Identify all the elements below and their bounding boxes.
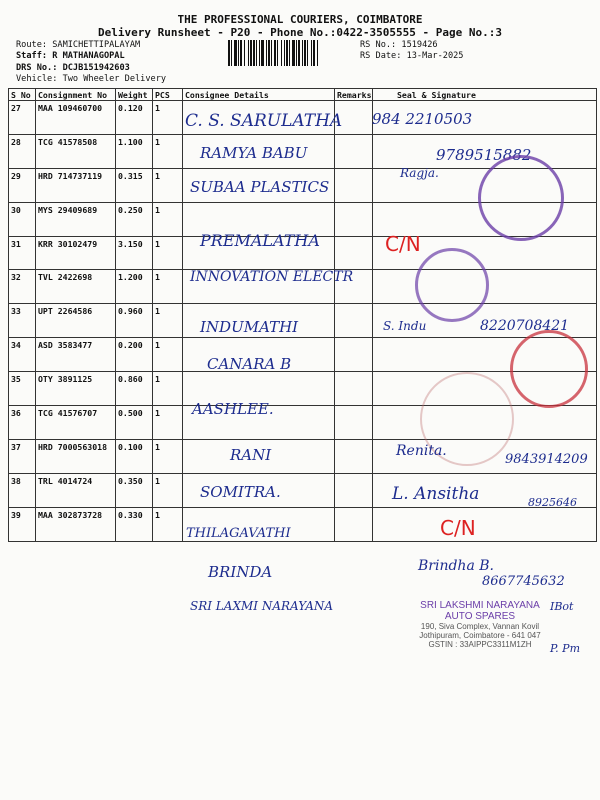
row-weight: 0.960 (116, 304, 153, 338)
rs-date: RS Date: 13-Mar-2025 (360, 51, 464, 61)
row-pcs: 1 (153, 372, 183, 406)
shop-stamp-line3: 190, Siva Complex, Vannan Kovil (420, 622, 540, 631)
row-pcs: 1 (153, 507, 183, 541)
drs-label: DRS No.: DCJB151942603 (16, 63, 130, 73)
row-sno: 34 (9, 338, 36, 372)
row-sno: 29 (9, 168, 36, 202)
row-weight: 3.150 (116, 236, 153, 270)
table-row (9, 507, 597, 541)
row-consignment-no: HRD 7000563018 (36, 439, 116, 473)
row-sno: 39 (9, 507, 36, 541)
consignee-hand-31: INNOVATION ELECTR (190, 269, 354, 285)
row-remarks-cell (335, 338, 373, 372)
row-weight: 0.330 (116, 507, 153, 541)
signature-28: Ragja. (400, 166, 439, 180)
consignee-hand-27: C. S. SARULATHA (185, 111, 343, 131)
row-weight: 0.315 (116, 168, 153, 202)
consignee-hand-29: SUBAA PLASTICS (190, 178, 330, 196)
rs-number: RS No.: 1519426 (360, 40, 438, 50)
row-weight: 0.860 (116, 372, 153, 406)
shop-stamp-line4: Jothipuram, Coimbatore - 641 047 (419, 631, 541, 640)
row-remarks-cell (335, 304, 373, 338)
row-weight: 0.350 (116, 473, 153, 507)
row-remarks-cell (335, 473, 373, 507)
phone-36: 8925646 (528, 496, 577, 509)
consignee-hand-32: INDUMATHI (200, 318, 299, 336)
row-sno: 35 (9, 372, 36, 406)
col-header-pcs: PCS (153, 89, 183, 101)
row-pcs: 1 (153, 270, 183, 304)
row-weight: 0.120 (116, 101, 153, 135)
row-sno: 36 (9, 406, 36, 440)
consignee-hand-38: BRINDA (208, 563, 273, 581)
signature-36: L. Ansitha (392, 484, 480, 504)
vehicle-label: Vehicle: Two Wheeler Delivery (16, 74, 167, 84)
col-header-remarks: Remarks (335, 89, 373, 101)
row-pcs: 1 (153, 473, 183, 507)
shop-stamp-line5: GSTIN : 33AIPPC3311M1ZH (428, 640, 532, 649)
consignee-hand-30: PREMALATHA (200, 231, 320, 250)
route-label: Route: SAMICHETTIPALAYAM (16, 40, 141, 50)
row-seal-cell (373, 507, 597, 541)
row-consignment-no: TRL 4014724 (36, 473, 116, 507)
col-header-consignee: Consignee Details (183, 89, 335, 101)
staff-label: Staff: R MATHANAGOPAL (16, 51, 125, 61)
phone-38: 8667745632 (482, 574, 565, 589)
col-header-weight: Weight (116, 89, 153, 101)
consignee-hand-36: SOMITRA. (200, 483, 281, 501)
row-pcs: 1 (153, 101, 183, 135)
row-sno: 33 (9, 304, 36, 338)
barcode-icon (228, 40, 354, 66)
row-pcs: 1 (153, 236, 183, 270)
table-row (9, 338, 597, 372)
shop-stamp (390, 600, 570, 649)
mark-ibot: IBot (550, 600, 574, 613)
row-sno: 30 (9, 202, 36, 236)
signature-32: S. Indu (383, 319, 427, 333)
consignee-hand-34: AASHLEE. (192, 400, 274, 418)
seal-stamp-33 (510, 330, 588, 408)
consignee-hand-37: THILAGAVATHI (186, 526, 291, 541)
phone-35: 9843914209 (505, 452, 588, 467)
row-pcs: 1 (153, 338, 183, 372)
row-consignment-no: MYS 29409689 (36, 202, 116, 236)
shop-stamp-line2: AUTO SPARES (444, 611, 516, 622)
row-pcs: 1 (153, 406, 183, 440)
cin-mark-37: C/N (440, 516, 476, 540)
row-pcs: 1 (153, 202, 183, 236)
row-sno: 37 (9, 439, 36, 473)
row-remarks-cell (335, 439, 373, 473)
runsheet-subtitle: Delivery Runsheet - P20 - Phone No.:0422-3505555 - Page No.:3 (98, 26, 502, 39)
row-consignment-no: MAA 302873728 (36, 507, 116, 541)
row-pcs: 1 (153, 134, 183, 168)
consignee-hand-33: CANARA B (207, 355, 292, 373)
shop-stamp-name: SRI LAKSHMI NARAYANA (420, 600, 540, 611)
signature-38: Brindha B. (418, 558, 494, 574)
phone-32: 8220708421 (480, 318, 570, 334)
row-remarks-cell (335, 202, 373, 236)
phone-28: 9789515882 (436, 146, 532, 164)
row-consignment-no: TCG 41578508 (36, 134, 116, 168)
mark-pr: P. Pm (550, 642, 580, 655)
col-header-seal: Seal & Signature (373, 89, 597, 101)
row-weight: 0.200 (116, 338, 153, 372)
seal-stamp-31 (415, 248, 489, 322)
row-sno: 32 (9, 270, 36, 304)
seal-stamp-29 (478, 155, 564, 241)
consignee-hand-28: RAMYA BABU (200, 144, 308, 162)
row-remarks-cell (335, 406, 373, 440)
row-consignment-no: ASD 3583477 (36, 338, 116, 372)
table-header-row (9, 89, 597, 101)
row-sno: 28 (9, 134, 36, 168)
row-consignment-no: MAA 109460700 (36, 101, 116, 135)
row-consignment-no: TCG 41576707 (36, 406, 116, 440)
signature-35: Renita. (396, 443, 447, 459)
row-remarks-cell (335, 507, 373, 541)
row-weight: 0.500 (116, 406, 153, 440)
runsheet-title: THE PROFESSIONAL COURIERS, COIMBATORE (177, 13, 423, 26)
row-weight: 1.100 (116, 134, 153, 168)
row-consignment-no: KRR 30102479 (36, 236, 116, 270)
row-sno: 31 (9, 236, 36, 270)
row-consignment-no: UPT 2264586 (36, 304, 116, 338)
signature-27: 984 2210503 (372, 110, 473, 128)
table-row (9, 473, 597, 507)
row-weight: 1.200 (116, 270, 153, 304)
row-remarks-cell (335, 236, 373, 270)
row-pcs: 1 (153, 304, 183, 338)
consignee-hand-39: SRI LAXMI NARAYANA (190, 599, 334, 613)
row-consignment-no: OTY 3891125 (36, 372, 116, 406)
row-weight: 0.250 (116, 202, 153, 236)
consignee-hand-35: RANI (230, 446, 272, 464)
col-header-consignment: Consignment No (36, 89, 116, 101)
col-header-sno: S No (9, 89, 36, 101)
row-pcs: 1 (153, 439, 183, 473)
row-consignment-no: TVL 2422698 (36, 270, 116, 304)
row-remarks-cell (335, 372, 373, 406)
row-sno: 27 (9, 101, 36, 135)
row-consignment-no: HRD 714737119 (36, 168, 116, 202)
row-weight: 0.100 (116, 439, 153, 473)
cin-mark-30: C/N (385, 232, 421, 256)
row-pcs: 1 (153, 168, 183, 202)
row-sno: 38 (9, 473, 36, 507)
